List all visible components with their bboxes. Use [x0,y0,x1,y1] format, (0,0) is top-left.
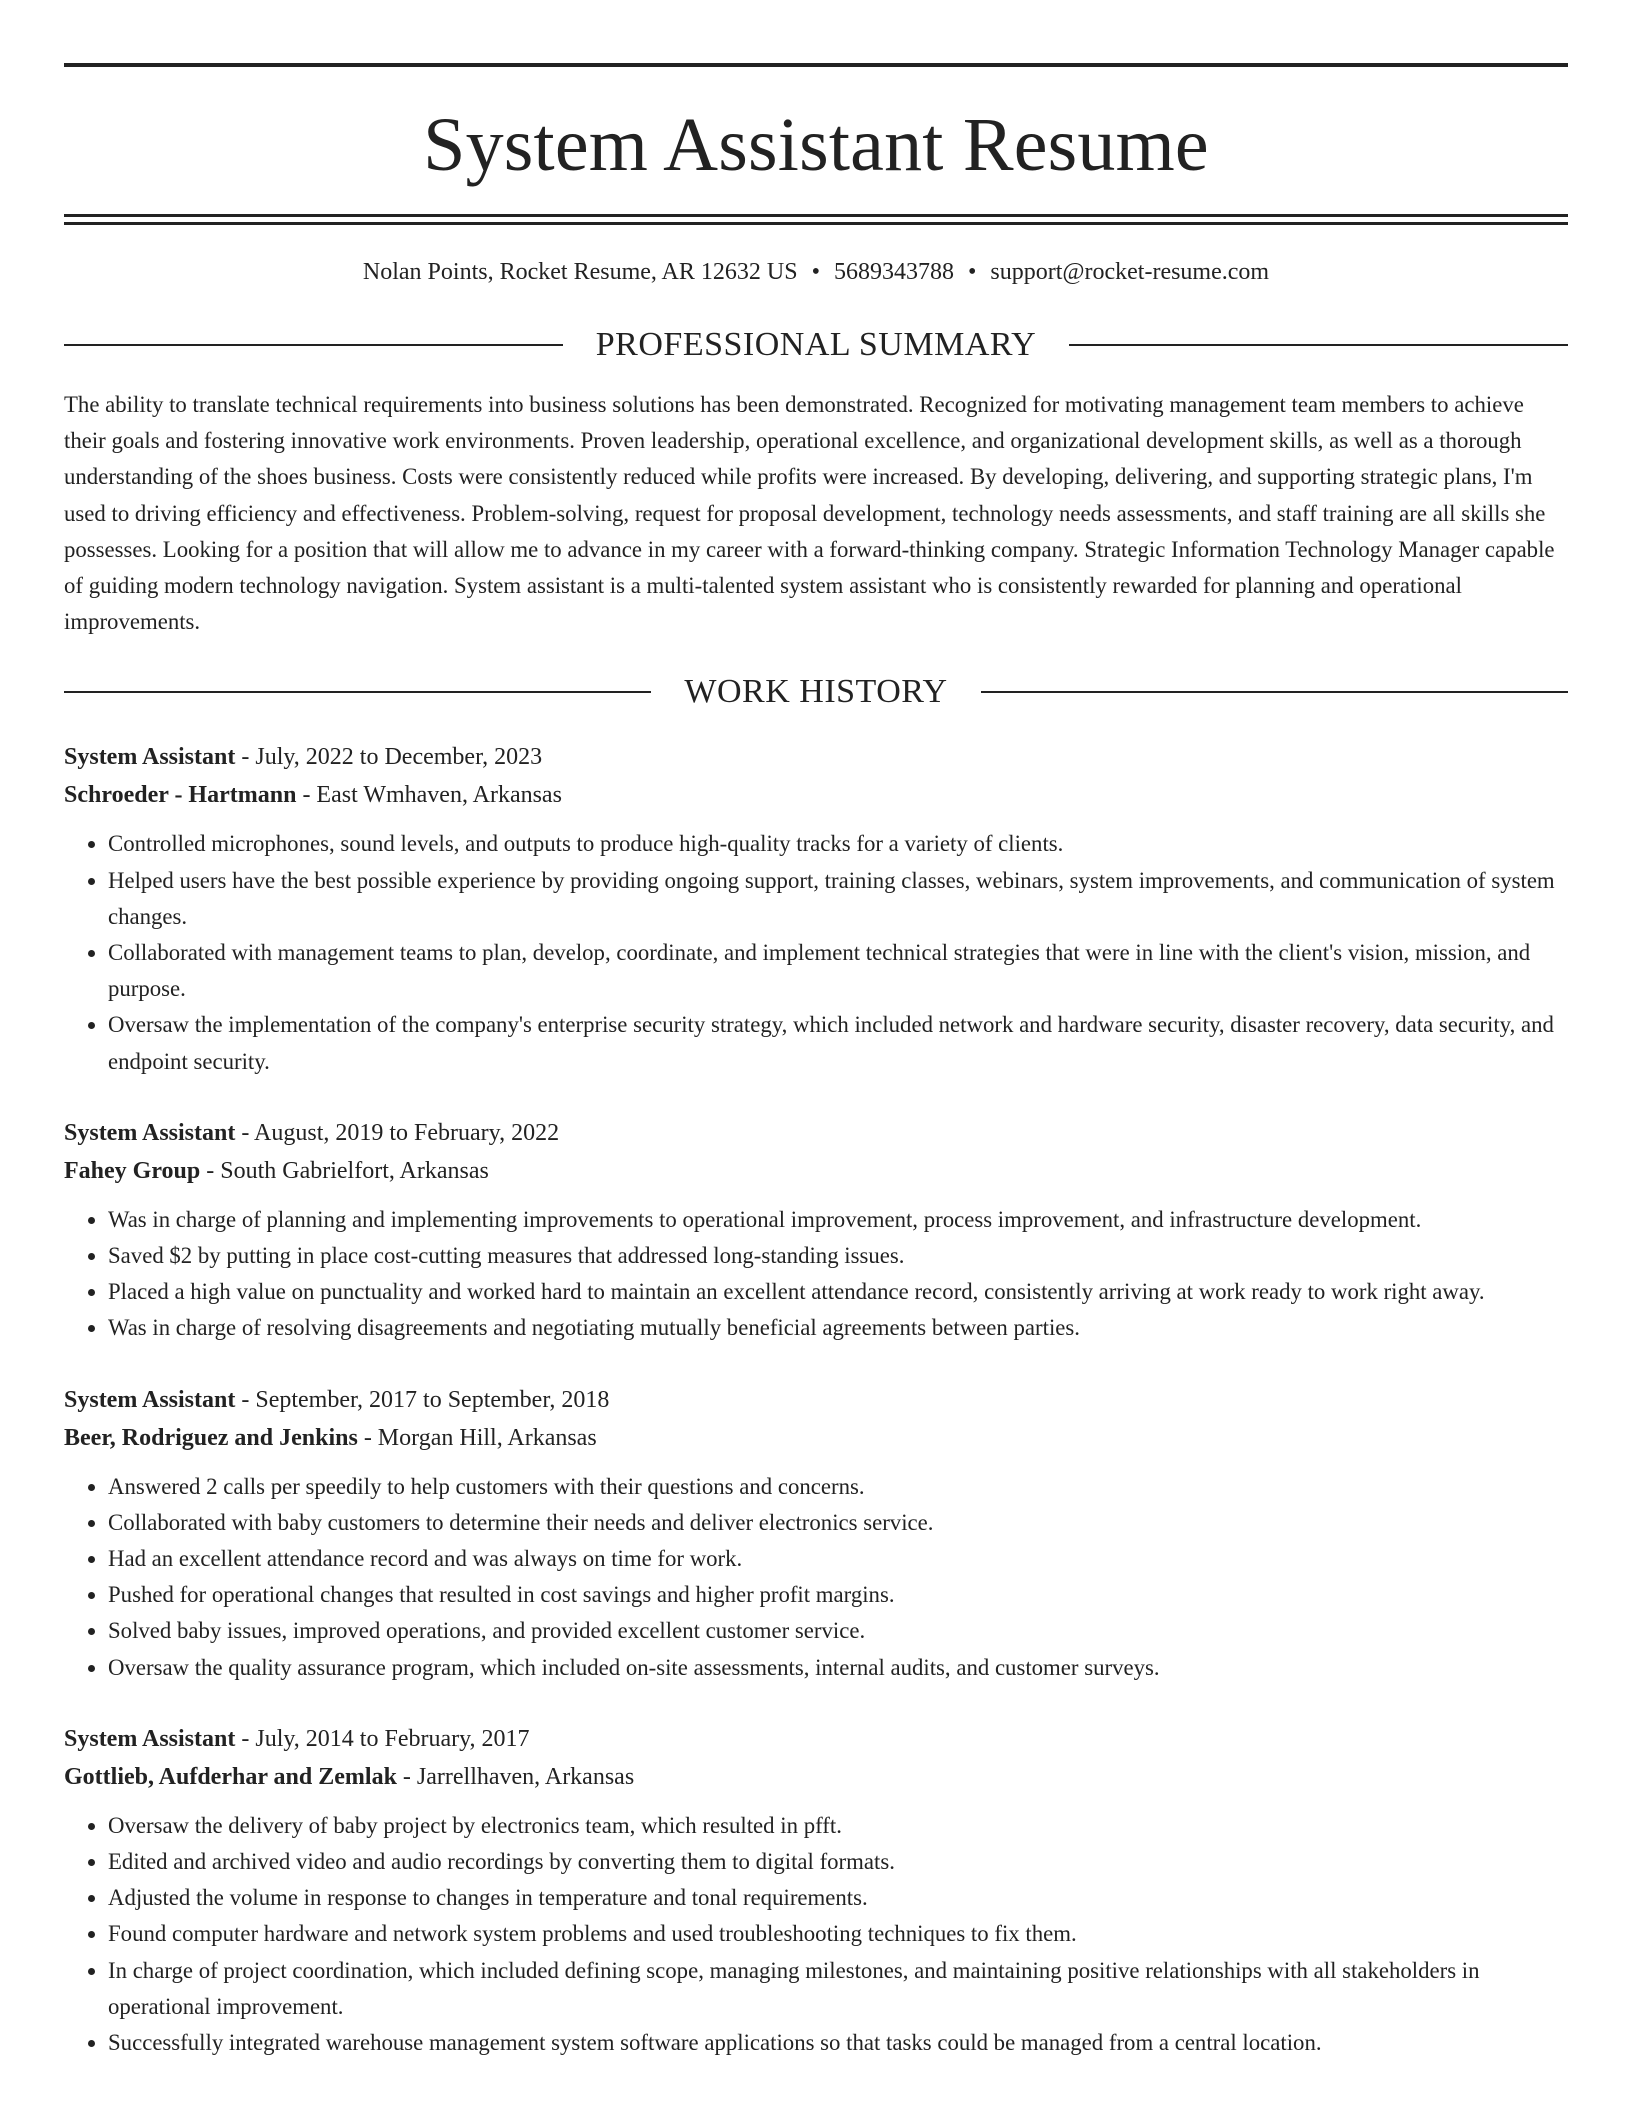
job-bullet: • Answered 2 calls per speedily to help customers with their questions and concerns. [108,1469,1568,1505]
contact-separator: • [811,259,820,285]
heading-rule-left [64,691,651,693]
job-location: - East Wmhaven, Arkansas [296,782,562,809]
job-bullets [64,826,1568,1079]
job-location: - Jarrellhaven, Arkansas [396,1763,635,1790]
contact-address: Nolan Points, Rocket Resume, AR 12632 US [362,259,798,285]
job-bullet: • Oversaw the quality assurance program, which included on-site assessments, internal audits, and customer surveys. [108,1650,1568,1686]
job-entry [64,1720,1568,2061]
job-bullet: • Solved baby issues, improved operations, and provided excellent customer service. [108,1613,1568,1649]
job-bullets [64,1808,1568,2061]
heading-rule-left [64,344,563,346]
job-title: System Assistant [64,1386,236,1413]
job-bullets [64,1202,1568,1347]
work-history-heading-label: WORK HISTORY [684,673,948,711]
job-location: - South Gabrielfort, Arkansas [200,1157,489,1184]
summary-text: The ability to translate technical requirements into business solutions has been demonstrated. Recognized for motivating management team members to achieve their goals and fostering innovative work environments. Proven leadership, operational excellence, and organizational development skills, as well as a thorough understanding of the shoes business. Costs were consistently reduced while profits were increased. By developing, delivering, and supporting strategic plans, I'm used to driving efficiency and effectiveness. Problem-solving, request for proposal development, technology needs assessments, and staff training are all skills she possesses. Looking for a position that will allow me to advance in my career with a forward-thinking company. Strategic Information Technology Manager capable of guiding modern technology navigation. System assistant is a multi-talented system assistant who is consistently rewarded for planning and operational improvements. [64,392,1555,635]
job-location: - Morgan Hill, Arkansas [357,1424,597,1451]
job-company-line [64,1152,1568,1190]
job-bullet: • Pushed for operational changes that resulted in cost savings and higher profit margins. [108,1577,1568,1613]
job-title-line [64,1381,1568,1419]
job-dates: - August, 2019 to February, 2022 [235,1119,560,1146]
job-bullet: • Controlled microphones, sound levels, and outputs to produce high-quality tracks for a variety of clients. [108,826,1568,862]
contact-phone: 5689343788 [833,259,954,285]
job-title: System Assistant [64,1119,236,1146]
job-title-line [64,738,1568,776]
contact-separator: • [967,259,977,285]
job-dates: - July, 2014 to February, 2017 [235,1725,530,1752]
job-dates: - July, 2022 to December, 2023 [235,744,543,771]
job-title: System Assistant [64,1725,236,1752]
title-double-rule [64,214,1568,225]
job-bullets [64,1469,1568,1686]
job-entry [64,1381,1568,1686]
summary-heading [64,325,1568,365]
job-bullet: • Saved $2 by putting in place cost-cutting measures that addressed long-standing issues. [108,1238,1568,1274]
job-bullet: • Edited and archived video and audio recordings by converting them to digital formats. [108,1844,1568,1880]
job-company: Fahey Group [64,1157,201,1184]
contact-email[interactable]: support@rocket-resume.com [990,259,1270,285]
job-bullet: • In charge of project coordination, which included defining scope, managing milestones, and maintaining positive relationships with all stakeholders in operational improvement. [108,1953,1568,2025]
job-bullet: • Oversaw the implementation of the company's enterprise security strategy, which included network and hardware security, disaster recovery, data security, and endpoint security. [108,1007,1568,1079]
job-title: System Assistant [64,744,236,771]
job-title-line [64,1720,1568,1758]
job-bullet: • Placed a high value on punctuality and worked hard to maintain an excellent attendance record, consistently arriving at work ready to work right away. [108,1274,1568,1310]
job-bullet: • Oversaw the delivery of baby project by electronics team, which resulted in pfft. [108,1808,1568,1844]
job-bullet: • Was in charge of planning and implementing improvements to operational improvement, process improvement, and infrastructure development. [108,1202,1568,1238]
job-company: Beer, Rodriguez and Jenkins [64,1424,358,1451]
job-title-line [64,1114,1568,1152]
heading-rule-right [981,691,1568,693]
job-bullet: • Successfully integrated warehouse management system software applications so that tasks could be managed from a central location. [108,2025,1568,2061]
job-company-line [64,1758,1568,1796]
job-company: Gottlieb, Aufderhar and Zemlak [64,1763,397,1790]
job-bullet: • Collaborated with management teams to plan, develop, coordinate, and implement technical strategies that were in line with the client's vision, mission, and purpose. [108,935,1568,1007]
heading-rule-right [1069,344,1568,346]
job-bullet: • Adjusted the volume in response to changes in temperature and tonal requirements. [108,1880,1568,1916]
job-entry [64,738,1568,1079]
job-company: Schroeder - Hartmann [64,782,297,809]
job-company-line [64,1419,1568,1457]
contact-line [64,257,1568,287]
job-bullet: • Helped users have the best possible experience by providing ongoing support, training classes, webinars, system improvements, and communication of system changes. [108,863,1568,935]
summary-heading-label: PROFESSIONAL SUMMARY [595,326,1037,363]
job-bullet: • Was in charge of resolving disagreements and negotiating mutually beneficial agreements between parties. [108,1310,1568,1346]
job-bullet: • Collaborated with baby customers to determine their needs and deliver electronics service. [108,1505,1568,1541]
job-bullet: • Found computer hardware and network system problems and used troubleshooting techniques to fix them. [108,1916,1568,1952]
page-title: System Assistant Resume [423,103,1209,187]
job-entry [64,1114,1568,1347]
title-top-rule [64,63,1568,67]
job-dates: - September, 2017 to September, 2018 [235,1386,610,1413]
work-history-heading [64,672,1568,712]
job-bullet: • Had an excellent attendance record and was always on time for work. [108,1541,1568,1577]
job-company-line [64,776,1568,814]
